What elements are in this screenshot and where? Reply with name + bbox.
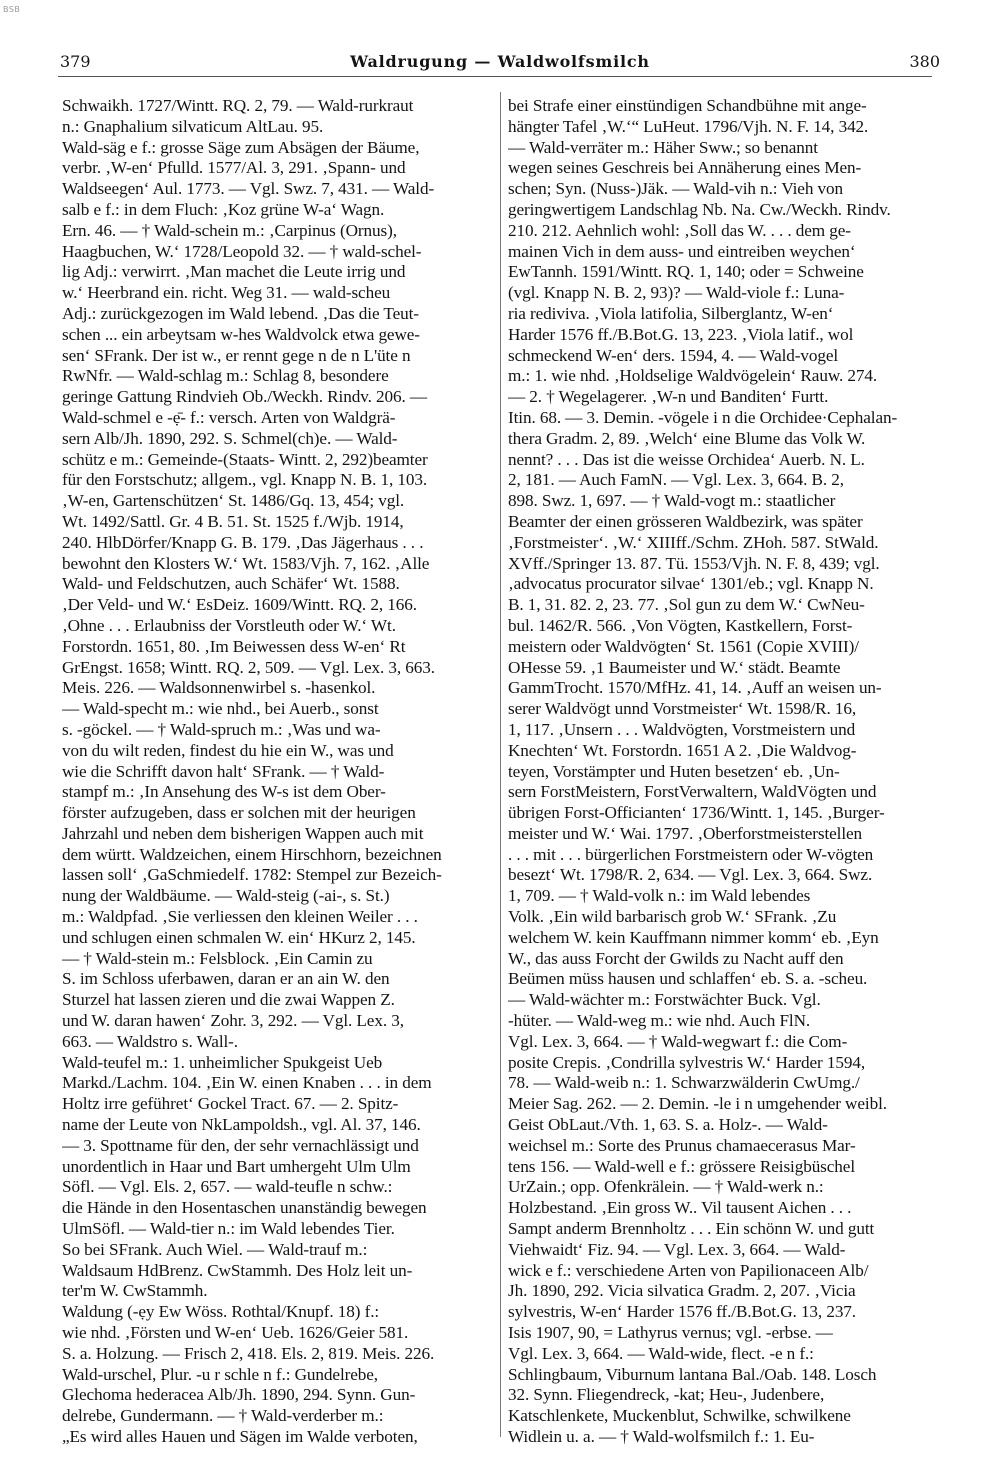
running-head xyxy=(60,52,940,76)
right-column xyxy=(508,96,934,1448)
text-line: So bei SFrank. Auch Wiel. — Wald-trauf m.: xyxy=(62,1239,368,1259)
text-line: Adj.: zurückgezogen im Wald lebend. ‚Das die Teut- xyxy=(62,303,419,323)
text-line: Schlingbaum, Viburnum lantana Bal./Oab. 148. Losch xyxy=(508,1364,877,1384)
text-line: w.‘ Heerbrand ein. richt. Weg 31. — wald-scheu xyxy=(62,283,391,303)
text-line: Waldsaum HdBrenz. CwStammh. Des Holz leit un- xyxy=(62,1260,413,1280)
text-line: besezt‘ Wt. 1798/R. 2, 634. — Vgl. Lex. 3, 664. Swz. xyxy=(508,865,873,885)
text-line: S. a. Holzung. — Frisch 2, 418. Els. 2, 819. Meis. 226. xyxy=(62,1343,435,1363)
page-number-right: 380 xyxy=(909,52,940,71)
text-line: XVff./Springer 13. 87. Tü. 1553/Vjh. N. F. 8, 439; vgl. xyxy=(508,553,880,573)
text-line: schen; Syn. (Nuss-)Jäk. — Wald-vih n.: Vieh von xyxy=(508,179,844,199)
text-line: und W. daran hawen‘ Zohr. 3, 292. — Vgl. Lex. 3, xyxy=(62,1011,404,1031)
text-line: schen ... ein arbeytsam w-hes Waldvolck etwa gewe- xyxy=(62,324,420,344)
text-line: teyen, Vorstämpter und Huten besetzen‘ eb. ‚Un- xyxy=(508,761,840,781)
text-line: Katschlenkete, Muckenblut, Schwilke, schwilkene xyxy=(508,1406,851,1426)
text-line: Wald- und Feldschutzen, auch Schäfer‘ Wt. 1588. xyxy=(62,574,400,594)
text-line: Haagbuchen, W.‘ 1728/Leopold 32. — † wald-schel- xyxy=(62,241,422,261)
text-line: Markd./Lachm. 104. ‚Ein W. einen Knaben . . . in dem xyxy=(62,1073,432,1093)
text-line: (vgl. Knapp N. B. 2, 93)? — Wald-viole f.: Luna- xyxy=(508,283,845,303)
text-line: übrigen Forst-Officianten‘ 1736/Wintt. 1, 145. ‚Burger- xyxy=(508,803,885,823)
text-line: 663. — Waldstro s. Wall-. xyxy=(62,1031,238,1051)
text-line: Vgl. Lex. 3, 664. — Wald-wide, flect. -e n f.: xyxy=(508,1343,814,1363)
text-line: 1, 117. ‚Unsern . . . Waldvögten, Vorstmeistern und xyxy=(508,719,856,739)
text-line: nung der Waldbäume. — Wald-steig (-ai-, s. St.) xyxy=(62,886,390,906)
text-line: meistern oder Waldvögten‘ St. 1561 (Copie XVIII)/ xyxy=(508,636,859,656)
text-line: posite Crepis. ‚Condrilla sylvestris W.‘ Harder 1594, xyxy=(508,1052,866,1072)
text-line: — 3. Spottname für den, der sehr vernachlässigt und xyxy=(62,1135,419,1155)
page-number-left: 379 xyxy=(60,52,91,71)
text-line: Meis. 226. — Waldsonnenwirbel s. -hasenkol. xyxy=(62,678,376,698)
text-line: wick e f.: verschiedene Arten von Papilionaceen Alb/ xyxy=(508,1260,869,1280)
text-line: unordentlich in Haar und Bart umhergeht Ulm Ulm xyxy=(62,1156,411,1176)
text-line: 78. — Wald-weib n.: 1. Schwarzwälderin CwUmg./ xyxy=(508,1073,860,1093)
text-line: Holtz irre geführet‘ Gockel Tract. 67. — 2. Spitz- xyxy=(62,1094,399,1114)
text-line: Wald-urschel, Plur. -u r schle n f.: Gundelrebe, xyxy=(62,1364,378,1384)
text-line: und schlugen einen schmalen W. ein‘ HKurz 2, 145. xyxy=(62,927,416,947)
text-line: 898. Swz. 1, 697. — † Wald-vogt m.: staatlicher xyxy=(508,491,836,511)
text-line: tens 156. — Wald-well e f.: grössere Reisigbüschel xyxy=(508,1156,855,1176)
text-line: Forstordn. 1651, 80. ‚Im Beiwessen dess W-en‘ Rt xyxy=(62,636,406,656)
text-line: name der Leute von NkLampoldsh., vgl. Al. 37, 146. xyxy=(62,1115,421,1135)
text-line: . . . mit . . . bürgerlichen Forstmeistern oder W-vögten xyxy=(508,844,874,864)
text-line: weichsel m.: Sorte des Prunus chamaecerasus Mar- xyxy=(508,1135,856,1155)
text-line: Vgl. Lex. 3, 664. — † Wald-wegwart f.: die Com- xyxy=(508,1031,848,1051)
text-line: Knechten‘ Wt. Forstordn. 1651 A 2. ‚Die Waldvog- xyxy=(508,740,857,760)
text-line: bewohnt den Klosters W.‘ Wt. 1583/Vjh. 7, 162. ‚Alle xyxy=(62,553,430,573)
text-line: Sampt anderm Brennholtz . . . Ein schönn W. und gutt xyxy=(508,1219,875,1239)
text-line: sylvestris, W-en‘ Harder 1576 ff./B.Bot.G. 13, 237. xyxy=(508,1302,856,1322)
text-line: wie die Schrifft davon halt‘ SFrank. — † Wald- xyxy=(62,761,385,781)
text-line: lassen soll‘ ‚GaSchmiedelf. 1782: Stempel zur Bezeich- xyxy=(62,865,442,885)
text-line: wie nhd. ‚Försten und W-en‘ Ueb. 1626/Geier 581. xyxy=(62,1323,409,1343)
text-line: dem württ. Waldzeichen, einem Hirschhorn, bezeichnen xyxy=(62,844,442,864)
text-line: sern Alb/Jh. 1890, 292. S. Schmel(ch)e. — Wald- xyxy=(62,428,398,448)
text-line: wegen seines Geschreis bei Annäherung eines Men- xyxy=(508,158,862,178)
text-line: sen‘ SFrank. Der ist w., er rennt gege n de n L'üte n xyxy=(62,345,411,365)
text-line: mainen Vich in dem auss- und eintreiben weychen‘ xyxy=(508,241,856,261)
text-line: 210. 212. Aehnlich wohl: ‚Soll das W. . . . dem ge- xyxy=(508,220,851,240)
text-line: n.: Gnaphalium silvaticum AltLau. 95. xyxy=(62,116,324,136)
text-line: bei Strafe einer einstündigen Schandbühne mit ange- xyxy=(508,96,867,115)
text-line: B. 1, 31. 82. 2, 23. 77. ‚Sol gun zu dem W.‘ CwNeu- xyxy=(508,595,865,615)
text-line: ‚Forstmeister‘. ‚W.‘ XIIIff./Schm. ZHoh. 587. StWald. xyxy=(508,532,879,552)
text-line: sern ForstMeistern, ForstVerwaltern, WaldVögten und xyxy=(508,782,877,802)
text-line: Waldung (-ẹy Ew Wöss. Rothtal/Knupf. 18) f.: xyxy=(62,1302,380,1322)
text-line: Glechoma hederacea Alb/Jh. 1890, 294. Synn. Gun- xyxy=(62,1385,416,1405)
text-line: förster aufzugeben, dass er solchen mit der heurigen xyxy=(62,803,416,823)
header-rule xyxy=(58,76,932,77)
text-line: 240. HlbDörfer/Knapp G. B. 179. ‚Das Jägerhaus . . . xyxy=(62,532,424,552)
text-line: Wald-schmel e -ẹ̄- f.: versch. Arten von Waldgrä- xyxy=(62,407,396,427)
text-line: Söfl. — Vgl. Els. 2, 657. — wald-teufle n schw.: xyxy=(62,1177,393,1197)
text-line: EwTannh. 1591/Wintt. RQ. 1, 140; oder = Schweine xyxy=(508,262,864,282)
left-column xyxy=(62,96,494,1448)
text-line: thera Gradm. 2, 89. ‚Welch‘ eine Blume das Volk W. xyxy=(508,428,866,448)
text-line: UrZain.; opp. Ofenkrälein. — † Wald-werk n.: xyxy=(508,1177,824,1197)
text-line: lig Adj.: verwirrt. ‚Man machet die Leute irrig und xyxy=(62,262,406,282)
text-line: ‚W-en, Gartenschützen‘ St. 1486/Gq. 13, 454; vgl. xyxy=(62,491,405,511)
text-line: Isis 1907, 90, = Lathyrus vernus; vgl. -erbse. — xyxy=(508,1323,833,1343)
text-line: — Wald-specht m.: wie nhd., bei Auerb., sonst xyxy=(62,699,379,719)
text-line: GammTrocht. 1570/MfHz. 41, 14. ‚Auff an weisen un- xyxy=(508,678,882,698)
text-line: Beamter der einen grösseren Waldbezirk, was später xyxy=(508,511,863,531)
text-line: Wt. 1492/Sattl. Gr. 4 B. 51. St. 1525 f./Wjb. 1914, xyxy=(62,511,404,531)
text-line: — † Wald-stein m.: Felsblock. ‚Ein Camin zu xyxy=(62,948,373,968)
text-line: für den Forstschutz; allgem., vgl. Knapp N. B. 1, 103. xyxy=(62,470,428,490)
page-title: Waldrugung — Waldwolfsmilch xyxy=(350,52,650,71)
text-line: Harder 1576 ff./B.Bot.G. 13, 223. ‚Viola latif., wol xyxy=(508,324,854,344)
text-line: geringwertigem Landschlag Nb. Na. Cw./Weckh. Rindv. xyxy=(508,199,891,219)
text-line: ‚Ohne . . . Erlaubniss der Vorstleuth oder W.‘ Wt. xyxy=(62,615,396,635)
text-line: bul. 1462/R. 566. ‚Von Vögten, Kastkellern, Forst- xyxy=(508,615,853,635)
text-line: verbr. ‚W-en‘ Pfulld. 1577/Al. 3, 291. ‚Spann- und xyxy=(62,158,406,178)
text-line: Jahrzahl und neben dem bisherigen Wappen auch mit xyxy=(62,823,424,843)
text-line: S. im Schloss uferbawen, daran er an ain W. den xyxy=(62,969,390,989)
text-line: serer Waldvögt unnd Vorstmeister‘ Wt. 1598/R. 16, xyxy=(508,699,857,719)
library-corner-mark: BSB xyxy=(3,5,21,14)
text-line: die Hände in den Hosentaschen unanständig bewegen xyxy=(62,1198,427,1218)
text-line: m.: Waldpfad. ‚Sie verliessen den kleinen Weiler . . . xyxy=(62,907,418,927)
text-line: Itin. 68. — 3. Demin. -vögele i n die Orchidee·Cephalan- xyxy=(508,407,898,427)
text-line: OHesse 59. ‚1 Baumeister und W.‘ städt. Beamte xyxy=(508,657,841,677)
text-line: 2, 181. — Auch FamN. — Vgl. Lex. 3, 664. B. 2, xyxy=(508,470,844,490)
text-line: hängter Tafel ‚W.‘“ LuHeut. 1796/Vjh. N. F. 14, 342. xyxy=(508,116,869,136)
text-line: — Wald-verräter m.: Häher Sww.; so benannt xyxy=(508,137,818,157)
text-line: Sturzel hat lassen zieren und die zwai Wappen Z. xyxy=(62,990,395,1010)
text-line: welchem W. kein Kauffmann nimmer komm‘ eb. ‚Eyn xyxy=(508,927,879,947)
text-line: GrEngst. 1658; Wintt. RQ. 2, 509. — Vgl. Lex. 3, 663. xyxy=(62,657,435,677)
text-line: -hüter. — Wald-weg m.: wie nhd. Auch FlN. xyxy=(508,1011,811,1031)
text-line: Volk. ‚Ein wild barbarisch grob W.‘ SFrank. ‚Zu xyxy=(508,907,837,927)
text-line: delrebe, Gundermann. — † Wald-verderber m.: xyxy=(62,1406,384,1426)
text-line: — 2. † Wegelagerer. ‚W-n und Banditen‘ Furtt. xyxy=(508,387,829,407)
text-line: Widlein u. a. — † Wald-wolfsmilch f.: 1. Eu- xyxy=(508,1427,815,1446)
text-line: Waldseegen‘ Aul. 1773. — Vgl. Swz. 7, 431. — Wald- xyxy=(62,179,435,199)
text-line: ter'm W. CwStammh. xyxy=(62,1281,208,1301)
text-line: 1, 709. — † Wald-volk n.: im Wald lebendes xyxy=(508,886,811,906)
text-line: s. -göckel. — † Wald-spruch m.: ‚Was und wa- xyxy=(62,719,381,739)
text-line: Jh. 1890, 292. Vicia silvatica Gradm. 2, 207. ‚Vicia xyxy=(508,1281,856,1301)
text-line: „Es wird alles Hauen und Sägen im Walde verboten, xyxy=(62,1427,418,1446)
text-line: Wald-teufel m.: 1. unheimlicher Spukgeist Ueb xyxy=(62,1052,383,1072)
column-divider xyxy=(500,92,501,1437)
text-line: Viehwaidt‘ Fiz. 94. — Vgl. Lex. 3, 664. — Wald- xyxy=(508,1239,846,1259)
text-line: ‚Der Veld- und W.‘ EsDeiz. 1609/Wintt. RQ. 2, 166. xyxy=(62,595,417,615)
text-line: Geist ObLaut./Vth. 1, 63. S. a. Holz-. — Wald- xyxy=(508,1115,828,1135)
text-line: Holzbestand. ‚Ein gross W.. Vil tausent Aichen . . . xyxy=(508,1198,852,1218)
text-line: UlmSöfl. — Wald-tier n.: im Wald lebendes Tier. xyxy=(62,1219,395,1239)
text-line: nennt? . . . Das ist die weisse Orchidea‘ Auerb. N. L. xyxy=(508,449,865,469)
text-line: 32. Synn. Fliegendreck, -kat; Heu-, Judenbere, xyxy=(508,1385,825,1405)
text-line: Wald-säg e f.: grosse Säge zum Absägen der Bäume, xyxy=(62,137,420,157)
text-line: Ern. 46. — † Wald-schein m.: ‚Carpinus (Ornus), xyxy=(62,220,397,240)
text-line: ‚advocatus procurator silvae‘ 1301/eb.; vgl. Knapp N. xyxy=(508,574,874,594)
text-line: RwNfr. — Wald-schlag m.: Schlag 8, besondere xyxy=(62,366,389,386)
text-line: geringe Gattung Rindvieh Ob./Weckh. Rindv. 206. — xyxy=(62,387,427,407)
text-line: m.: 1. wie nhd. ‚Holdselige Waldvögelein‘ Rauw. 274. xyxy=(508,366,878,386)
text-line: meister und W.‘ Wai. 1797. ‚Oberforstmeisterstellen xyxy=(508,823,863,843)
text-line: W., das auss Forcht der Gwilds zu Nacht auff den xyxy=(508,948,844,968)
text-line: — Wald-wächter m.: Forstwächter Buck. Vgl. xyxy=(508,990,821,1010)
text-line: stampf m.: ‚In Ansehung des W-s ist dem Ober- xyxy=(62,782,386,802)
text-line: Schwaikh. 1727/Wintt. RQ. 2, 79. — Wald-rurkraut xyxy=(62,96,414,115)
text-line: Meier Sag. 262. — 2. Demin. -le i n umgehender weibl. xyxy=(508,1094,887,1114)
text-line: schmeckend W-en‘ ders. 1594, 4. — Wald-vogel xyxy=(508,345,839,365)
text-line: Beümen müss hausen und schlaffen‘ eb. S. a. -scheu. xyxy=(508,969,868,989)
text-line: schütz e m.: Gemeinde-(Staats- Wintt. 2, 292)beamter xyxy=(62,449,428,469)
text-line: ria rediviva. ‚Viola latifolia, Silberglantz, W-en‘ xyxy=(508,303,834,323)
text-line: salb e f.: in dem Fluch: ‚Koz grüne W-a‘ Wagn. xyxy=(62,199,385,219)
text-line: von du wilt reden, findest du hie ein W., was und xyxy=(62,740,394,760)
